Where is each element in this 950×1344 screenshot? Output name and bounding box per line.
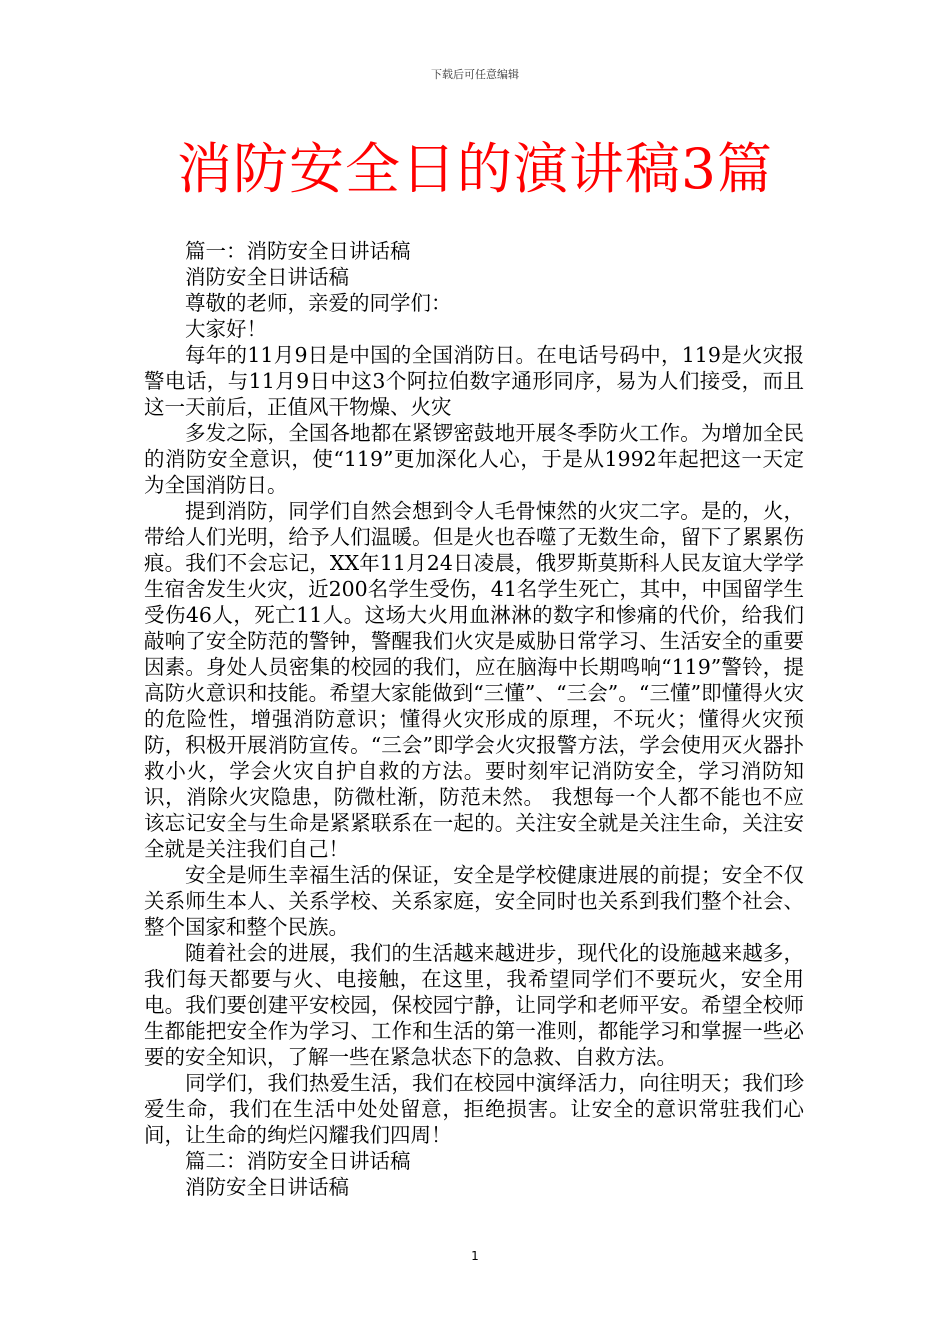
paragraph: 每年的11月9日是中国的全国消防日。在电话号码中，119是火灾报警电话，与11月9日中这3个阿拉伯数字通形同序，易为人们接受，而且这一天前后，正值风干物燥、火灾 — [144, 343, 804, 419]
paragraph: 篇二：消防安全日讲话稿 — [185, 1149, 411, 1173]
paragraph: 尊敬的老师，亲爱的同学们： — [185, 291, 452, 315]
paragraph: 提到消防，同学们自然会想到令人毛骨悚然的火灾二字。是的，火，带给人们光明，给予人们温暖。但是火也吞噬了无数生命，留下了累累伤痕。我们不会忘记，XX年11月24日凌晨，俄罗斯莫斯科人民友谊大学学生宿舍发生火灾，近200名学生受伤，41名学生死亡，其中，中国留学生受伤46人，死亡11人。这场大火用血淋淋的数字和惨痛的代价，给我们敲响了安全防范的警钟，警醒我们火灾是威胁日常学习、生活安全的重要因素。身处人员密集的校园的我们，应在脑海中长期鸣响“119”警铃，提高防火意识和技能。希望大家能做到“三懂”、“三会”。“三懂”即懂得火灾的危险性，增强消防意识；懂得火灾形成的原理，不玩火；懂得火灾预防，积极开展消防宣传。“三会”即学会火灾报警方法，学会使用灭火器扑救小火，学会火灾自护自救的方法。要时刻牢记消防安全，学习消防知识，消除火灾隐患，防微杜渐，防范未然。 我想每一个人都不能也不应该忘记安全与生命是紧紧联系在一起的。关注安全就是关注生命，关注安全就是关注我们自己！ — [144, 499, 804, 861]
paragraph: 同学们，我们热爱生活，我们在校园中演绎活力，向往明天；我们珍爱生命，我们在生活中处处留意，拒绝损害。让安全的意识常驻我们心间，让生命的绚烂闪耀我们四周！ — [144, 1071, 804, 1147]
paragraph: 篇一：消防安全日讲话稿 — [185, 239, 411, 263]
document-title: 消防安全日的演讲稿3篇 — [177, 137, 773, 201]
header-note: 下载后可任意编辑 — [431, 68, 519, 81]
paragraph: 随着社会的进展，我们的生活越来越进步，现代化的设施越来越多，我们每天都要与火、电接触，在这里，我希望同学们不要玩火，安全用电。我们要创建平安校园，保校园宁静，让同学和老师平安。希望全校师生都能把安全作为学习、工作和生活的第一准则，都能学习和掌握一些必要的安全知识，了解一些在紧急状态下的急救、自救方法。 — [144, 941, 804, 1069]
paragraph: 消防安全日讲话稿 — [185, 265, 349, 289]
paragraph: 大家好！ — [185, 317, 267, 341]
paragraph: 多发之际，全国各地都在紧锣密鼓地开展冬季防火工作。为增加全民的消防安全意识，使“119”更加深化人心，于是从1992年起把这一天定为全国消防日。 — [144, 421, 804, 497]
paragraph: 消防安全日讲话稿 — [185, 1175, 349, 1199]
document-body — [144, 238, 804, 1200]
paragraph: 安全是师生幸福生活的保证，安全是学校健康进展的前提；安全不仅关系师生本人、关系学校、关系家庭，安全同时也关系到我们整个社会、整个国家和整个民族。 — [144, 863, 804, 939]
page-number: 1 — [471, 1249, 479, 1263]
